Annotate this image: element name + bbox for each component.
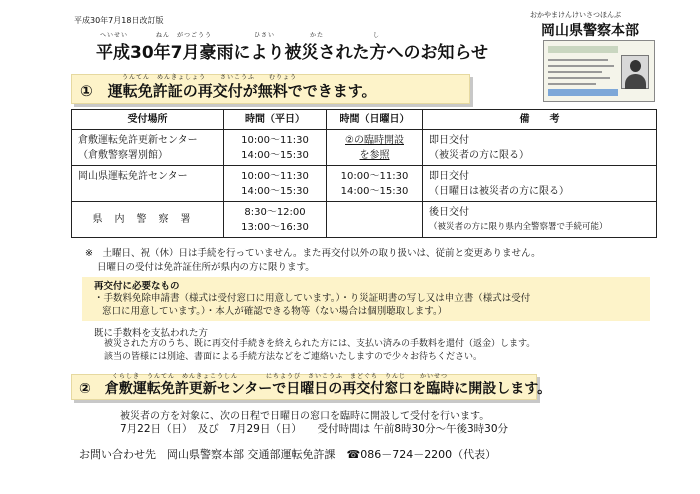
note-line: ※ 土曜日、祝（休）日は手続を行っていません。また再交付以外の取り扱いは、従前と変更ありません。 — [85, 248, 541, 259]
section1-furigana: うんてん めんきょしょう さいこうふ むりょう — [122, 74, 298, 81]
table-cell-sunday: ②の臨時開設 を参照 — [327, 130, 423, 166]
notes — [85, 247, 541, 275]
table-header-weekday: 時間（平日） — [224, 110, 327, 130]
section2-text: 被災者の方を対象に、次の日程で日曜日の窓口を臨時に開設して受付を行います。 — [120, 411, 490, 422]
reissue-table — [71, 109, 657, 238]
table-cell-note: 後日交付 （被災者の方に限り県内全警察署で手続可能） — [423, 202, 657, 238]
table-cell-weekday: 8:30〜12:00 13:00〜16:30 — [224, 202, 327, 238]
required-items-text: ・手数料免除申請書（様式は受付窓口に用意しています。）・り災証明書の写し又は申立書（様式は受付 窓口に用意しています。）・本人が確認できる物等（ない場合は個別聴取します。） — [94, 293, 531, 317]
revision-date: 平成30年7月18日改訂版 — [74, 16, 164, 25]
table-row — [72, 130, 657, 166]
paid-fee-title: 既に手数料を支払われた方 — [94, 328, 209, 339]
license-photo-icon — [621, 55, 649, 89]
paid-fee-text: 被災された方のうち、既に再交付手続きを終えられた方には、支払い済みの手数料を還付（返金）します。 該当の皆様には別途、書面による手続方法などをご連絡いたしますので少々お待ちください。 — [104, 339, 536, 362]
contact-info: お問い合わせ先 岡山県警察本部 交通部運転免許課 ☎086－724－2200（代表） — [79, 448, 497, 461]
org-name: 岡山県警察本部 — [541, 23, 639, 39]
section2-dates: 7月22日（日） 及び 7月29日（日） 受付時間は 午前8時30分〜午後3時30分 — [120, 423, 509, 435]
table-cell-sunday — [327, 202, 423, 238]
table-row — [72, 202, 657, 238]
table-cell-place: 県内警察署 — [72, 202, 224, 238]
org-furigana: おかやまけんけいさつほんぶ — [530, 11, 621, 19]
page-title: 平成30年7月豪雨により被災された方へのお知らせ — [96, 43, 488, 63]
section2-furigana: くらしき うんてん めんきょこうしん にちようび さいこうふ まどぐち りんじ かいせつ — [112, 373, 449, 380]
table-cell-place: 岡山県運転免許センター — [72, 166, 224, 202]
table-header-place: 受付場所 — [72, 110, 224, 130]
note-line: 日曜日の受付は免許証住所が県内の方に限ります。 — [97, 262, 315, 273]
table-cell-weekday: 10:00〜11:30 14:00〜15:30 — [224, 166, 327, 202]
title-furigana: へいせい ねん がつごうう ひさい かた し — [100, 32, 381, 39]
required-items-title: 再交付に必要なもの — [94, 281, 180, 292]
table-header-sunday: 時間（日曜日） — [327, 110, 423, 130]
table-cell-sunday: 10:00〜11:30 14:00〜15:30 — [327, 166, 423, 202]
license-card-image — [543, 40, 655, 102]
table-cell-weekday: 10:00〜11:30 14:00〜15:30 — [224, 130, 327, 166]
table-row — [72, 166, 657, 202]
table-cell-note: 即日交付 （日曜日は被災者の方に限る） — [423, 166, 657, 202]
section2-heading: ② 倉敷運転免許更新センターで日曜日の再交付窓口を臨時に開設します。 — [79, 381, 552, 397]
table-cell-note: 即日交付 （被災者の方に限る） — [423, 130, 657, 166]
section1-heading: ① 運転免許証の再交付が無料でできます。 — [80, 82, 377, 100]
table-cell-place: 倉敷運転免許更新センター （倉敷警察署別館） — [72, 130, 224, 166]
table-header-row — [72, 110, 657, 130]
table-header-notes: 備 考 — [423, 110, 657, 130]
